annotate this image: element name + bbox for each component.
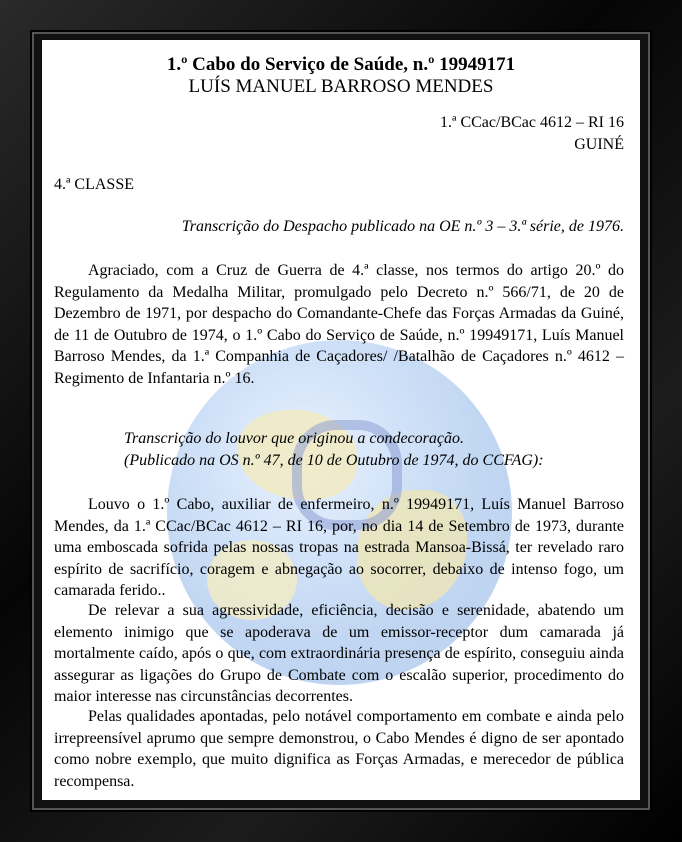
despacho-heading: Transcrição do Despacho publicado na OE n.º 3 – 3.ª série, de 1976. [181, 218, 624, 235]
location-line: GUINÉ [574, 136, 624, 153]
title-name: LUÍS MANUEL BARROSO MENDES [188, 76, 494, 97]
title-rank: 1.º Cabo do Serviço de Saúde, n.º 19949171 [166, 54, 516, 75]
louvor-source: (Publicado na OS n.º 47, de 10 de Outubro de 1974, do CCFAG): [124, 452, 544, 469]
paragraph-agraciado: Agraciado, com a Cruz de Guerra de 4.ª classe, nos termos do artigo 20.º do Regulamento da Medalha Militar, promulgado pelo Decreto n.º 566/71, de 20 de Dezembro de 1971, por despacho do Comandante-Chefe das Forças Armadas da Guiné, de 11 de Outubro de 1974, o 1.º Cabo do Serviço de Saúde, n.º 19949171, Luís Manuel Barroso Mendes, da 1.ª Companhia de Caçadores/ /Batalhão de Caçadores n.º 4612 – Regimento de Infantaria n.º 16. [54, 262, 624, 387]
louvor-heading: Transcrição do louvor que originou a condecoração. [124, 430, 464, 447]
unit-line: 1.ª CCac/BCac 4612 – RI 16 [440, 114, 624, 131]
paragraph-louvo: Louvo o 1.º Cabo, auxiliar de enfermeiro, n.º 19949171, Luís Manuel Barroso Mendes, da 1.ª CCac/BCac 4612 – RI 16, por, no dia 14 de Setembro de 1973, durante uma emboscada sofrida pelas nossas tropas na estrada Mansoa-Bissá, ter revelado raro espírito de sacrifício, coragem e abnegação ao socorrer, debaixo de intenso fogo, um camarada ferido.. [54, 496, 624, 599]
document-page [42, 40, 640, 800]
classe-heading: 4.ª CLASSE [54, 176, 134, 193]
paragraph-relevar: De relevar a sua agressividade, eficiência, decisão e serenidade, abatendo um elemento inimigo que se apoderava de um emissor-receptor dum camarada já mortalmente caído, após o que, com extraordinária presença de espírito, conseguiu ainda assegurar as ligações do Grupo de Combate com o escalão superior, procedimento do maior interesse nas circunstâncias decorrentes. [54, 602, 624, 705]
paragraph-qualidades: Pelas qualidades apontadas, pelo notável comportamento em combate e ainda pelo irrepreensível aprumo que sempre demonstrou, o Cabo Mendes é digno de ser apontado como nobre exemplo, que muito dignifica as Forças Armadas, e merecedor de pública recompensa. [54, 708, 624, 790]
document-content [42, 40, 640, 800]
